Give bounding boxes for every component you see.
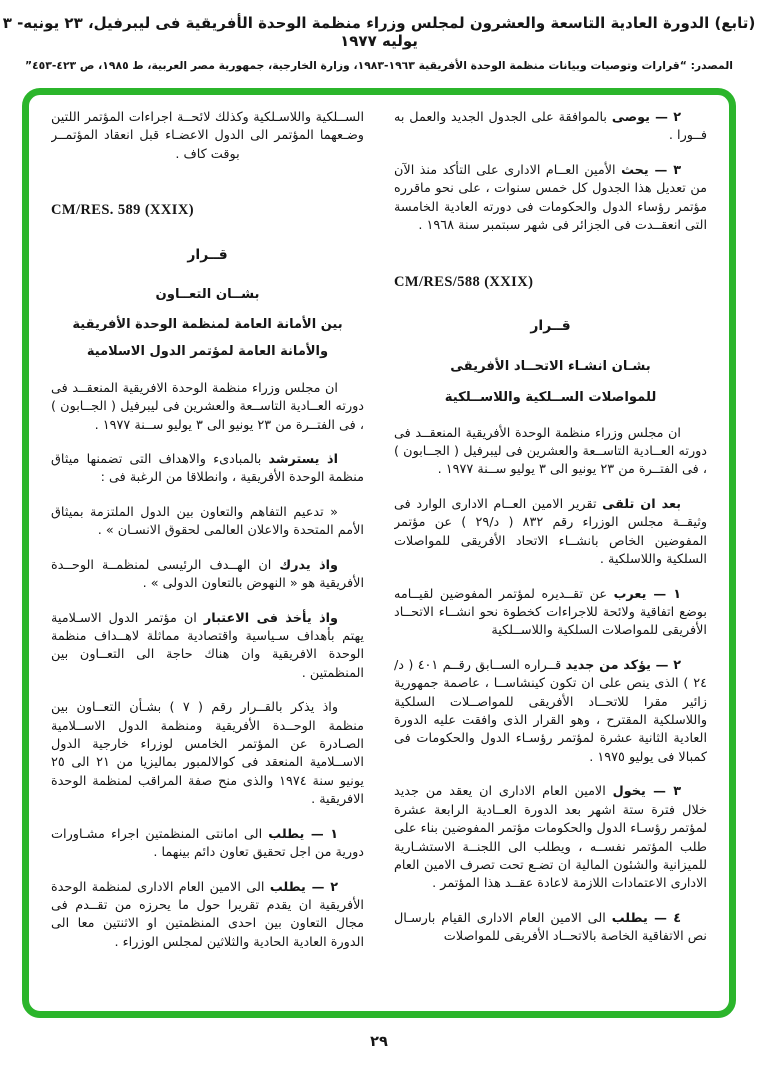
paragraph [51, 380, 364, 435]
paragraph-text: واذ يذكر بالقــرار رقم ( ٧ ) بشـأن التعــاون بين منظمة الوحــدة الأفريقية ومنظمة الدول الاســلامية الصـادرة عن المؤتمر الخامس لوزراء خارجية الدول الاســلامية المنعقد فى كوالالمبور بماليزيا من ٢١ الى ٢٥ يونيو سنة ١٩٧٤ والذى منح صفة المراقب لمنظمة الوحدة الافريقية . [51, 700, 364, 808]
paragraph-lead: ١ — يعرب [613, 586, 681, 602]
paragraph-lead: بعد ان تلقى [602, 496, 681, 512]
paragraph-text: ان مجلس وزراء منظمة الوحدة الأفريقية المنعقــد فى دورته العــادية التاســعة والعشرين فى ليبرفيل ( الجــابون ) ، فى الفتــرة من ٢٣ يونيو الى ٣ يوليو ســنة ١٩٧٧ . [394, 425, 707, 478]
paragraph [394, 109, 707, 146]
paragraph-text: الى الامين العام الادارى لمنظمة الوحدة الأفريقية ان يقدم تقريرا حول ما يحرزه من تقــدم فى مجال التعاون بين احدى المنظمتين او الاثنتين معا الى الدورة العادية الحادية والثلاثين لمجلس الوزراء . [51, 879, 364, 950]
paragraph-text: الى امانتى المنظمتين اجراء مشـاورات دورية من اجل تحقيق تعاون دائم بينهما . [51, 826, 364, 861]
paragraph [394, 657, 707, 768]
paragraph-text: تقرير الامين العــام الادارى الوارد فى وثيقــة مجلس الوزراء رقم ٨٣٢ ( د/٢٩ ) عن مؤتمر المفوضين الخاص بانشــاء الاتحاد الأفريقى للمواصلات السلكية واللاسلكية . [394, 496, 707, 568]
paragraph [51, 504, 364, 541]
source-line: المصدر: “قرارات وتوصيات وبيانات منظمة الوحدة الأفريقية ١٩٦٣-١٩٨٣، وزارة الخارجية، جمهورية مصر العربية، ط ١٩٨٥، ص ٤٢٣-٤٥٣” [24, 59, 734, 72]
paragraph-text: ان مؤتمر الدول الاسـلامية يهتم بأهداف سـياسية واقتصادية مماثلة لاهــداف منظمة الوحدة الافريقية وان هناك حاجة الى التعــاون بين المنظمتين . [51, 610, 364, 681]
paragraph-lead: ٣ — يخول [612, 784, 681, 800]
paragraph-text: الأمين العــام الادارى على التأكد منذ الآن من تعديل هذا الجدول كل خمس سنوات ، على نحو ماقرره مؤتمر رؤساء الدول والحكومات فى دورته العادية الخامسة التى انعقــدت فى الجزائر فى شهر سبتمبر سنة ١٩٦٨ . [394, 162, 707, 234]
paragraph [51, 557, 364, 594]
column-right [394, 109, 707, 1001]
paragraph [394, 496, 707, 570]
session-title: (تابع) الدورة العادية التاسعة والعشرون لمجلس وزراء منظمة الوحدة الأفريقية فى ليبرفيل، ٢٣ يونيه- ٣ يوليه ١٩٧٧ [2, 14, 756, 50]
resolution-label: CM/RES/588 (XXIX) [394, 273, 534, 290]
paragraph-text: « تدعيم التفاهم والتعاون بين الدول الملتزمة بميثاق الأمم المتحدة والاعلان العالمى لحقوق الانسـان » . [51, 504, 364, 539]
paragraph-text: الســلكية واللاسـلكية وكذلك لائحــة اجراءات المؤتمر اللتين وضـعهما المؤتمر الى الدول الاعضـاء قبل انعقاد المؤتمــر بوقت كاف . [51, 110, 364, 162]
paragraph [394, 425, 707, 480]
paragraph [394, 910, 707, 947]
paragraph-lead: واذ يأخذ فى الاعتبار [203, 610, 338, 626]
resolution-label: CM/RES. 589 (XXIX) [51, 202, 194, 219]
paragraph-lead: ٢ — يطلب [269, 879, 339, 895]
paragraph-text: الامين العام الادارى ان يعقد من جديد خلال فترة ستة اشهر بعد الدورة العــادية الرابعة عشرة لمؤتمر رؤسـاء الدول والحكومات مؤتمر المفوضين بناء على طلب المؤتمر نفســه ، ويطلب الى اللجنــة الاستشـارية للميزانية والشئون المالية ان تضـع تحت تصرف الامين العام الادارى الاعتمادات اللازمة لاعادة عقــد هذا المؤتمر . [394, 784, 707, 892]
paragraph [51, 699, 364, 810]
paragraph-text: ان الهــدف الرئيسى لمنظمــة الوحــدة الأفريقية هو « النهوض بالتعاون الدولى » . [51, 557, 364, 592]
subject-heading: والأمانة العامة لمؤتمر الدول الاسلامية [86, 344, 329, 360]
subject-heading: بشــان التعــاون [155, 287, 260, 303]
subject-heading: بين الأمانة العامة لمنظمة الوحدة الأفريقية [72, 317, 343, 333]
paragraph [394, 783, 707, 894]
paragraph-text: الى الامين العام الادارى القيام بارسـال نص الاتفاقية الخاصة بالاتحــاد الأفريقى للمواصلات [394, 910, 707, 945]
paragraph-lead: اذ يسترشد [268, 452, 338, 467]
paragraph [394, 162, 707, 236]
column-left [51, 109, 364, 1001]
paragraph [51, 826, 364, 863]
paragraph-text: بالموافقة على الجدول الجديد والعمل به فــورا . [394, 110, 707, 144]
subject-heading: للمواصلات الســلكية واللاســلكية [444, 389, 657, 405]
paragraph-lead: ٤ — يطلب [611, 910, 682, 926]
paragraph [51, 610, 364, 684]
decision-heading: قــرار [187, 247, 228, 264]
document-frame [22, 88, 736, 1018]
paragraph-text: قــراره الســابق رقــم ٤٠١ ( د/٢٤ ) الذى ينص على ان تكون كينشاســا ، عاصمة جمهورية زائير مقرا للاتحــاد الأفريقى للمواصــلات السلكية واللاسلكية المقترح ، وهو القرار الذى وافقت عليه الدورة العادية الثانية عشرة لمؤتمر رؤسـاء الدول والحكومات فى كمبالا فى يوليو ١٩٧٥ . [394, 657, 707, 765]
subject-heading: بشـان انشـاء الاتحــاد الأفريقى [450, 358, 651, 374]
paragraph [394, 586, 707, 641]
paragraph-lead: ٢ — يؤكد من جديد [565, 657, 682, 673]
paragraph-lead: ١ — يطلب [268, 826, 338, 842]
page-header [0, 0, 758, 72]
paragraph-lead: ٣ — يحث [621, 162, 681, 178]
paragraph [51, 109, 364, 164]
paragraph-lead: ٢ — يوصى [611, 110, 681, 125]
paragraph-text: عن تقــديره لمؤتمر المفوضين لقيــامه بوضع اتفاقية ولائحة للاجراءات كخطوة نحو انشــاء الاتحــاد الأفريقى للمواصلات السلكية واللاســلكية [394, 586, 707, 639]
paragraph [51, 879, 364, 953]
paragraph [51, 451, 364, 488]
decision-heading: قــرار [530, 318, 571, 335]
page-number: ٢٩ [370, 1034, 388, 1050]
page-footer [0, 1034, 758, 1050]
paragraph-lead: واذ يدرك [279, 557, 338, 573]
paragraph-text: بالمبادىء والاهداف التى تضمنها ميثاق منظمة الوحدة الأفريقية ، وانطلاقا من الرغبة فى : [51, 452, 364, 486]
paragraph-text: ان مجلس وزراء منظمة الوحدة الافريقية المنعقــد فى دورته العــادية التاســعة والعشرين فى ليبرفيل ( الجــابون ) ، فى الفتــرة من ٢٣ يونيو الى ٣ يوليو ســنة ١٩٧٧ . [51, 380, 364, 433]
